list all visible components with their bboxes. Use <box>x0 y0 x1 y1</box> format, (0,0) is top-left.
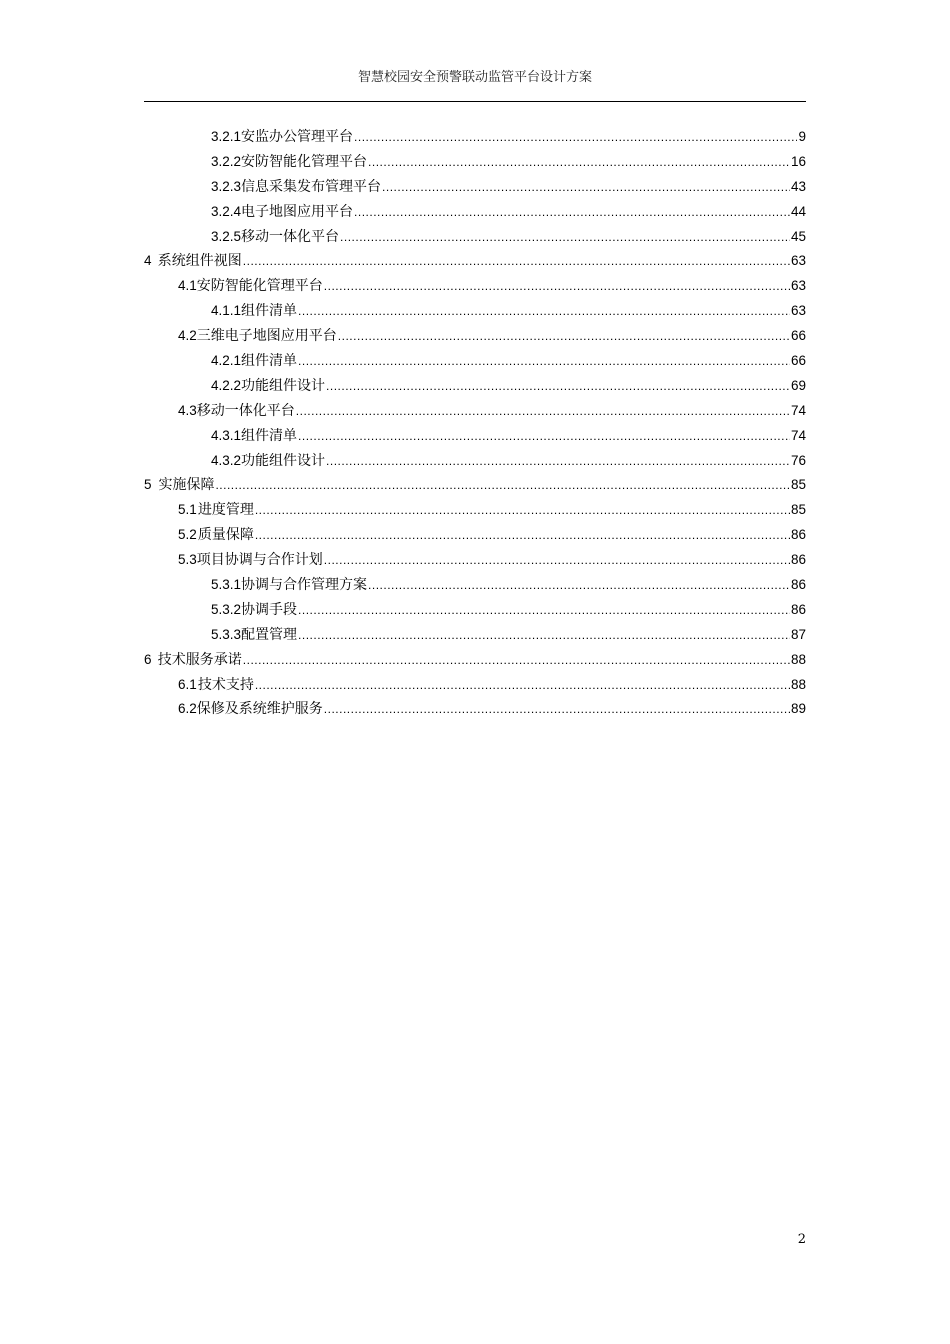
toc-entry-title: 三维电子地图应用平台 <box>196 328 337 345</box>
toc-entry-title: 保修及系统维护服务 <box>196 701 323 718</box>
toc-entry[interactable] <box>144 176 806 201</box>
toc-dot-leader <box>298 304 790 318</box>
toc-entry[interactable] <box>144 425 806 450</box>
toc-entry[interactable] <box>144 474 806 499</box>
toc-entry[interactable] <box>144 201 806 226</box>
toc-entry[interactable] <box>144 649 806 674</box>
toc-entry-number: 3.2.2 <box>211 153 242 169</box>
toc-entry[interactable] <box>144 450 806 475</box>
toc-dot-leader <box>298 628 790 642</box>
toc-entry-title: 系统组件视图 <box>157 253 242 270</box>
toc-entry-number: 5.3.1 <box>211 577 242 593</box>
toc-entry-number: 4.3.2 <box>211 452 242 468</box>
toc-dot-leader <box>298 429 790 443</box>
toc-entry-page: 87 <box>790 626 806 642</box>
toc-entry-title: 实施保障 <box>158 477 215 494</box>
toc-dot-leader <box>354 130 797 144</box>
toc-entry-title: 质量保障 <box>197 527 254 544</box>
toc-entry-title: 项目协调与合作计划 <box>196 552 323 569</box>
toc-dot-leader <box>354 205 790 219</box>
toc-entry-number: 5.3.3 <box>211 626 242 642</box>
toc-dot-leader <box>255 503 790 517</box>
toc-entry-title: 电子地图应用平台 <box>241 203 354 220</box>
toc-entry-page: 45 <box>790 228 806 244</box>
toc-entry-title: 移动一体化平台 <box>241 228 340 245</box>
toc-entry[interactable] <box>144 400 806 425</box>
toc-entry-title: 组件清单 <box>241 427 298 444</box>
toc-entry[interactable] <box>144 126 806 151</box>
toc-dot-leader <box>298 603 790 617</box>
toc-entry-number: 4.2.1 <box>211 353 242 369</box>
toc-entry-page: 44 <box>790 203 806 219</box>
toc-entry-page: 89 <box>790 701 806 717</box>
toc-entry[interactable] <box>144 698 806 723</box>
toc-dot-leader <box>382 180 790 194</box>
toc-entry[interactable] <box>144 350 806 375</box>
toc-dot-leader <box>368 155 790 169</box>
toc-entry[interactable] <box>144 574 806 599</box>
toc-entry-title: 安防智能化管理平台 <box>196 278 323 295</box>
toc-dot-leader <box>243 254 790 268</box>
toc-dot-leader <box>255 678 790 692</box>
toc-entry-page: 16 <box>790 153 806 169</box>
toc-entry-title: 安监办公管理平台 <box>241 129 354 145</box>
toc-entry-title: 技术支持 <box>197 676 254 693</box>
toc-entry-page: 76 <box>790 452 806 468</box>
toc-entry-page: 74 <box>790 402 806 418</box>
toc-entry-page: 86 <box>790 552 806 568</box>
toc-entry-number: 6.2 <box>178 701 197 717</box>
toc-dot-leader <box>324 553 790 567</box>
toc-entry-number: 5 <box>144 477 152 493</box>
toc-entry-title: 信息采集发布管理平台 <box>241 178 382 195</box>
toc-entry[interactable] <box>144 325 806 350</box>
toc-entry-page: 63 <box>790 303 806 319</box>
toc-entry-page: 88 <box>790 651 806 667</box>
toc-dot-leader <box>215 478 790 492</box>
toc-entry-number: 5.2 <box>178 527 197 543</box>
toc-entry-page: 66 <box>790 328 806 344</box>
toc-entry-title: 功能组件设计 <box>241 377 326 394</box>
toc-entry-page: 69 <box>790 377 806 393</box>
toc-entry[interactable] <box>144 300 806 325</box>
header-rule <box>144 101 806 102</box>
toc-entry-number: 3.2.5 <box>211 228 242 244</box>
toc-dot-leader <box>326 379 790 393</box>
toc-entry-number: 6.1 <box>178 676 197 692</box>
page-number: 2 <box>797 1232 806 1247</box>
toc-entry-number: 5.3 <box>178 552 197 568</box>
toc-entry-number: 4.1 <box>178 278 197 294</box>
toc-entry-title: 组件清单 <box>241 303 298 320</box>
toc-entry-number: 4.2.2 <box>211 377 242 393</box>
toc-dot-leader <box>296 404 790 418</box>
toc-entry-number: 3.2.1 <box>211 129 242 144</box>
toc-entry[interactable] <box>144 624 806 649</box>
toc-entry-number: 5.1 <box>178 502 197 518</box>
toc-entry-number: 4.1.1 <box>211 303 242 319</box>
toc-entry-number: 4.2 <box>178 328 197 344</box>
toc-entry[interactable] <box>144 549 806 574</box>
toc-entry-page: 86 <box>790 601 806 617</box>
toc-entry-title: 组件清单 <box>241 353 298 370</box>
toc-dot-leader <box>338 329 790 343</box>
toc-entry[interactable] <box>144 674 806 699</box>
toc-entry-title: 安防智能化管理平台 <box>241 153 368 170</box>
toc-dot-leader <box>324 279 790 293</box>
toc-entry[interactable] <box>144 375 806 400</box>
toc-entry-page: 66 <box>790 353 806 369</box>
toc-dot-leader <box>298 354 790 368</box>
toc-entry-page: 85 <box>790 502 806 518</box>
toc-entry-page: 85 <box>790 477 806 493</box>
table-of-contents <box>144 126 806 723</box>
toc-entry-number: 4.3.1 <box>211 427 242 443</box>
toc-entry[interactable] <box>144 151 806 176</box>
toc-entry-title: 进度管理 <box>197 502 254 519</box>
toc-entry[interactable] <box>144 275 806 300</box>
toc-entry-page: 88 <box>790 676 806 692</box>
toc-entry-page: 86 <box>790 577 806 593</box>
toc-dot-leader <box>340 230 790 244</box>
toc-dot-leader <box>326 454 790 468</box>
toc-dot-leader <box>324 702 790 716</box>
toc-entry-number: 6 <box>144 651 152 667</box>
toc-entry-page: 43 <box>790 178 806 194</box>
toc-entry-number: 3.2.3 <box>211 178 242 194</box>
toc-entry-title: 功能组件设计 <box>241 452 326 469</box>
toc-entry-page: 74 <box>790 427 806 443</box>
toc-entry[interactable] <box>144 226 806 251</box>
toc-entry[interactable] <box>144 524 806 549</box>
toc-entry-number: 3.2.4 <box>211 203 242 219</box>
toc-entry-title: 移动一体化平台 <box>196 402 295 419</box>
toc-dot-leader <box>243 653 790 667</box>
toc-entry-page: 63 <box>790 278 806 294</box>
toc-entry-number: 4.3 <box>178 402 197 418</box>
toc-entry[interactable] <box>144 599 806 624</box>
toc-entry-title: 配置管理 <box>241 626 298 643</box>
toc-entry-number: 4 <box>144 253 152 269</box>
toc-entry-title: 协调与合作管理方案 <box>241 577 368 594</box>
toc-dot-leader <box>255 528 790 542</box>
toc-entry-page: 86 <box>790 527 806 543</box>
toc-entry-title: 技术服务承诺 <box>157 651 242 668</box>
toc-entry-page: 9 <box>798 129 806 144</box>
toc-entry-page: 63 <box>790 253 806 269</box>
running-header: 智慧校园安全预警联动监管平台设计方案 <box>357 70 592 85</box>
toc-entry-title: 协调手段 <box>241 601 298 618</box>
toc-entry[interactable] <box>144 499 806 524</box>
toc-entry-number: 5.3.2 <box>211 601 242 617</box>
toc-entry[interactable] <box>144 250 806 275</box>
toc-dot-leader <box>368 578 790 592</box>
